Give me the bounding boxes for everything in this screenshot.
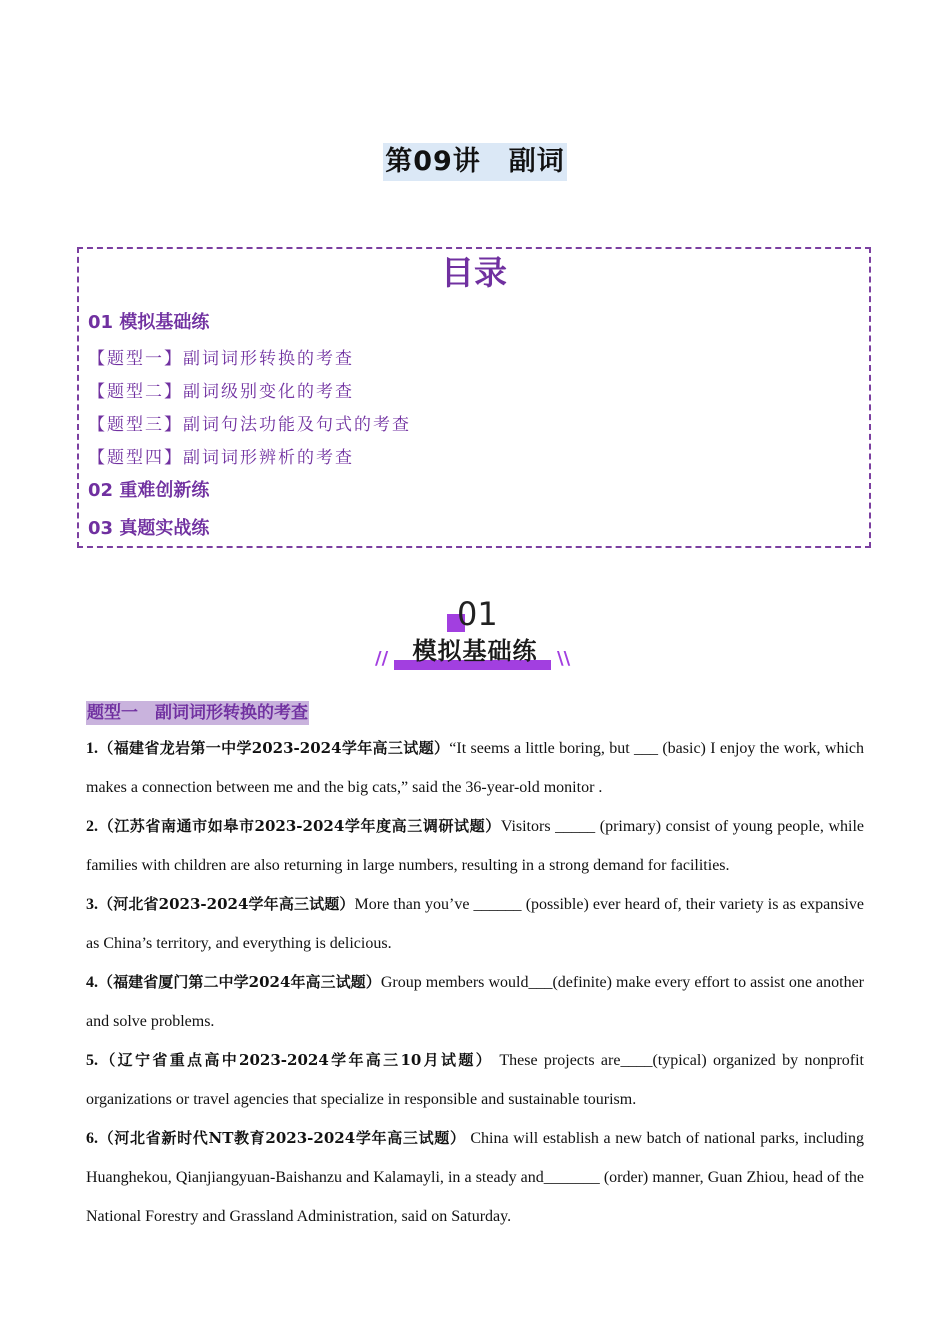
toc-item-4[interactable]: 【题型四】副词词形辨析的考查 bbox=[88, 448, 354, 468]
question-6: 6.（河北省新时代NT教育2023-2024学年高三试题） China will establish a new batch of national parks, including Huanghekou, Qianjiangyuan-Baishanzu and Kalamayli, in a steady and_______ (order) manner, Guan Zhiou, head of the National Forestry and Grassland Administration, said on Saturday. bbox=[86, 1129, 864, 1225]
toc-item-1[interactable]: 【题型一】副词词形转换的考查 bbox=[88, 349, 354, 369]
question-3: 3.（河北省2023-2024学年高三试题）More than you’ve ______ (possible) ever heard of, their variety is as expansive as China’s territory, and everything is delicious. bbox=[86, 895, 865, 952]
question-4: 4.（福建省厦门第二中学2024年高三试题）Group members would___(definite) make every effort to assist one another and solve problems. bbox=[86, 973, 865, 1030]
left-slash-icon: // bbox=[375, 648, 389, 669]
badge-number: 01 bbox=[457, 595, 498, 633]
toc-heading: 目录 bbox=[441, 253, 507, 292]
question-2: 2.（江苏省南通市如皋市2023-2024学年度高三调研试题）Visitors _____ (primary) consist of young people, while families with children are also returning in large numbers, resulting in a strong demand for facilities. bbox=[86, 817, 864, 874]
type-heading: 题型一 副词词形转换的考查 bbox=[87, 703, 308, 723]
toc-item-2[interactable]: 【题型二】副词级别变化的考查 bbox=[88, 382, 354, 402]
right-slash-icon: \\ bbox=[557, 648, 571, 669]
toc-section-3[interactable]: 03 真题实战练 bbox=[88, 518, 210, 539]
toc-section-2[interactable]: 02 重难创新练 bbox=[88, 480, 210, 501]
toc-section-1[interactable]: 01 模拟基础练 bbox=[88, 312, 210, 333]
question-5: 5.（辽宁省重点高中2023-2024学年高三10月试题） These projects are____(typical) organized by nonprofit organizations or travel agencies that specialize in responsible and sustainable tourism. bbox=[86, 1051, 864, 1108]
title-container bbox=[0, 143, 950, 181]
toc-item-3[interactable]: 【题型三】副词句法功能及句式的考查 bbox=[88, 415, 411, 435]
page-title: 第09讲 副词 bbox=[383, 143, 567, 181]
badge-label: 模拟基础练 bbox=[412, 637, 538, 665]
question-list bbox=[86, 729, 864, 1236]
question-1: 1.（福建省龙岩第一中学2023-2024学年高三试题）“It seems a little boring, but ___ (basic) I enjoy the work, which makes a connection between me and the big cats,” said the 36-year-old monitor . bbox=[86, 739, 865, 796]
section-badge bbox=[375, 596, 575, 676]
table-of-contents bbox=[77, 247, 871, 548]
